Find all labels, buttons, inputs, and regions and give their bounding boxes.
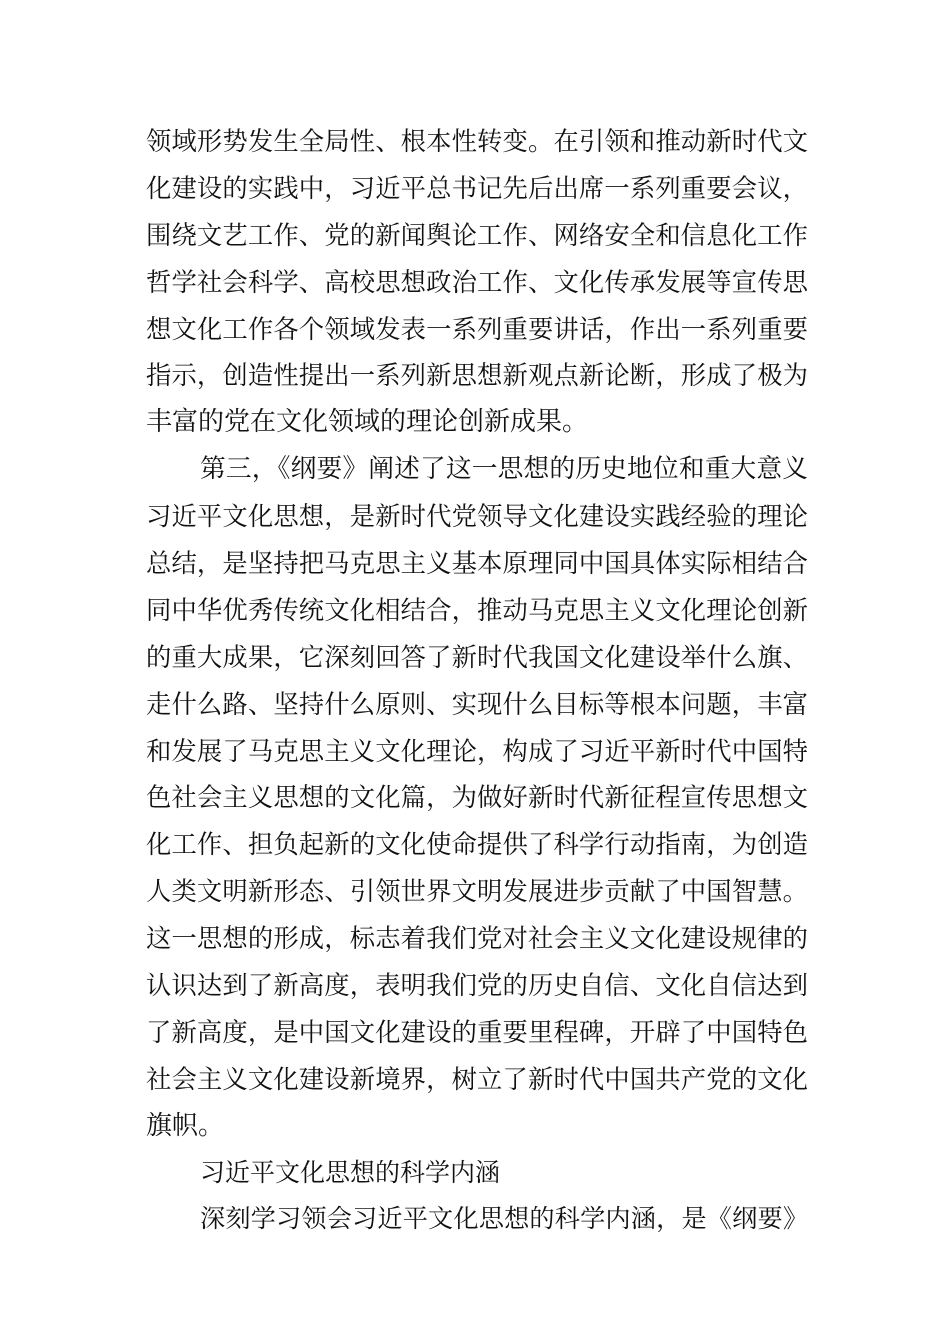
text-line: 围绕文艺工作、党的新闻舆论工作、网络安全和信息化工作 — [146, 219, 808, 250]
paragraph-2 — [146, 446, 808, 1149]
text-line: 社会主义文化建设新境界，树立了新时代中国共产党的文化 — [146, 1063, 808, 1094]
text-line: 化建设的实践中，习近平总书记先后出席一系列重要会议， — [146, 172, 808, 203]
text-line: 人类文明新形态、引领世界文明发展进步贡献了中国智慧。 — [146, 876, 808, 907]
text-line: 和发展了马克思主义文化理论，构成了习近平新时代中国特 — [146, 735, 808, 766]
text-line: 习近平文化思想，是新时代党领导文化建设实践经验的理论 — [146, 501, 808, 532]
section-heading: 习近平文化思想的科学内涵 — [200, 1157, 501, 1187]
document-body — [146, 118, 808, 1243]
text-line: 化工作、担负起新的文化使命提供了科学行动指南，为创造 — [146, 829, 808, 860]
text-line: 同中华优秀传统文化相结合，推动马克思主义文化理论创新 — [146, 594, 808, 625]
text-line: 想文化工作各个领域发表一系列重要讲话，作出一系列重要 — [146, 313, 808, 344]
text-line: 这一思想的形成，标志着我们党对社会主义文化建设规律的 — [146, 923, 808, 954]
text-line: 旗帜。 — [146, 1110, 225, 1141]
text-line: 丰富的党在文化领域的理论创新成果。 — [146, 407, 589, 438]
text-line: 认识达到了新高度，表明我们党的历史自信、文化自信达到 — [146, 970, 808, 1001]
text-line: 指示，创造性提出一系列新思想新观点新论断，形成了极为 — [146, 360, 808, 391]
paragraph-3 — [146, 1196, 808, 1243]
text-line: 第三，《纲要》阐述了这一思想的历史地位和重大意义 — [200, 454, 808, 485]
text-line: 深刻学习领会习近平文化思想的科学内涵，是《纲要》 — [200, 1204, 808, 1234]
text-line: 走什么路、坚持什么原则、实现什么目标等根本问题，丰富 — [146, 688, 808, 719]
paragraph-1 — [146, 118, 808, 446]
text-line: 了新高度，是中国文化建设的重要里程碑，开辟了中国特色 — [146, 1016, 808, 1047]
text-line: 色社会主义思想的文化篇，为做好新时代新征程宣传思想文 — [146, 782, 808, 813]
text-line: 的重大成果，它深刻回答了新时代我国文化建设举什么旗、 — [146, 641, 808, 672]
text-line: 领域形势发生全局性、根本性转变。在引领和推动新时代文 — [146, 126, 808, 156]
text-line: 总结，是坚持把马克思主义基本原理同中国具体实际相结合 — [146, 548, 808, 579]
text-line: 哲学社会科学、高校思想政治工作、文化传承发展等宣传思 — [146, 266, 808, 297]
